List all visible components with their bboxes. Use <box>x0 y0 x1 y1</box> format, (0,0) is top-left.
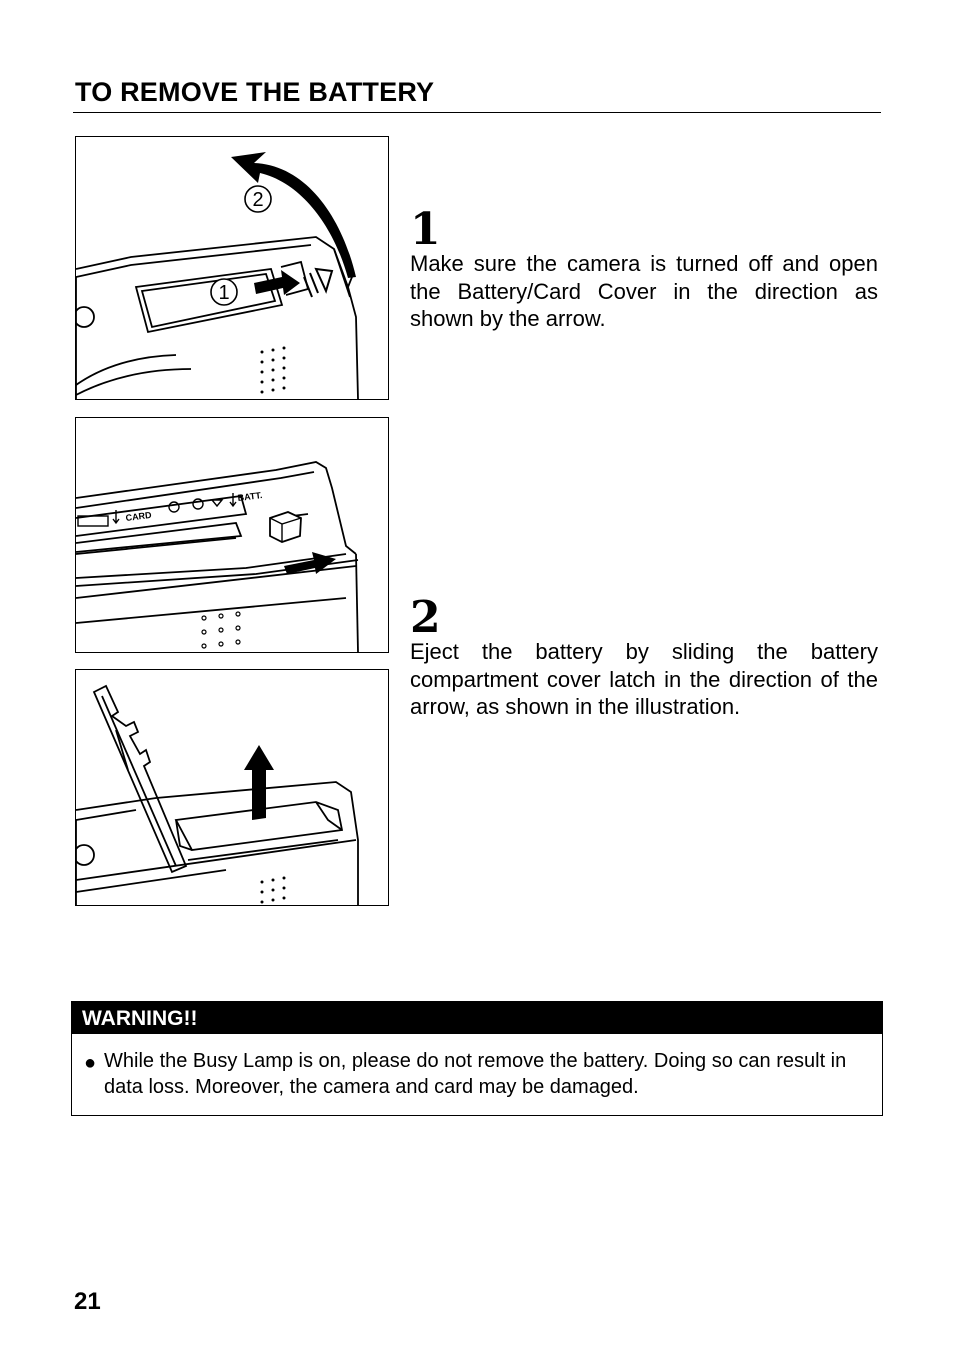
bullet-icon: ● <box>84 1052 97 1074</box>
illustration-remove-battery <box>75 669 389 906</box>
warning-title: WARNING!! <box>72 1002 882 1034</box>
step-2-number: 2 <box>410 592 441 643</box>
step-2-text: Eject the battery by sliding the battery compartment cover latch in the direction of the arrow, as shown in the illustration. <box>410 639 878 719</box>
step-1-number: 1 <box>410 204 441 255</box>
step-1-text: Make sure the camera is turned off and open the Battery/Card Cover in the direction as shown by the arrow. <box>410 251 878 331</box>
batt-label: BATT. <box>237 490 263 503</box>
illustration-slide-latch <box>75 417 389 653</box>
page-number: 21 <box>74 1288 101 1315</box>
warning-body <box>72 1034 882 1100</box>
callout-1: 1 <box>218 282 230 304</box>
callout-2: 2 <box>252 189 264 211</box>
illustration-open-cover <box>75 136 389 400</box>
camera-cover-drawing <box>76 137 388 399</box>
battery-removal-drawing <box>76 670 388 905</box>
warning-text: While the Busy Lamp is on, please do not remove the battery. Doing so can result in data loss. Moreover, the camera and card may be damaged. <box>104 1050 847 1098</box>
latch <box>270 512 301 542</box>
battery-latch-drawing <box>76 418 388 652</box>
page-title: TO REMOVE THE BATTERY <box>75 77 435 107</box>
warning-box <box>71 1001 883 1116</box>
title-divider <box>73 112 881 113</box>
card-label: CARD <box>125 509 153 523</box>
